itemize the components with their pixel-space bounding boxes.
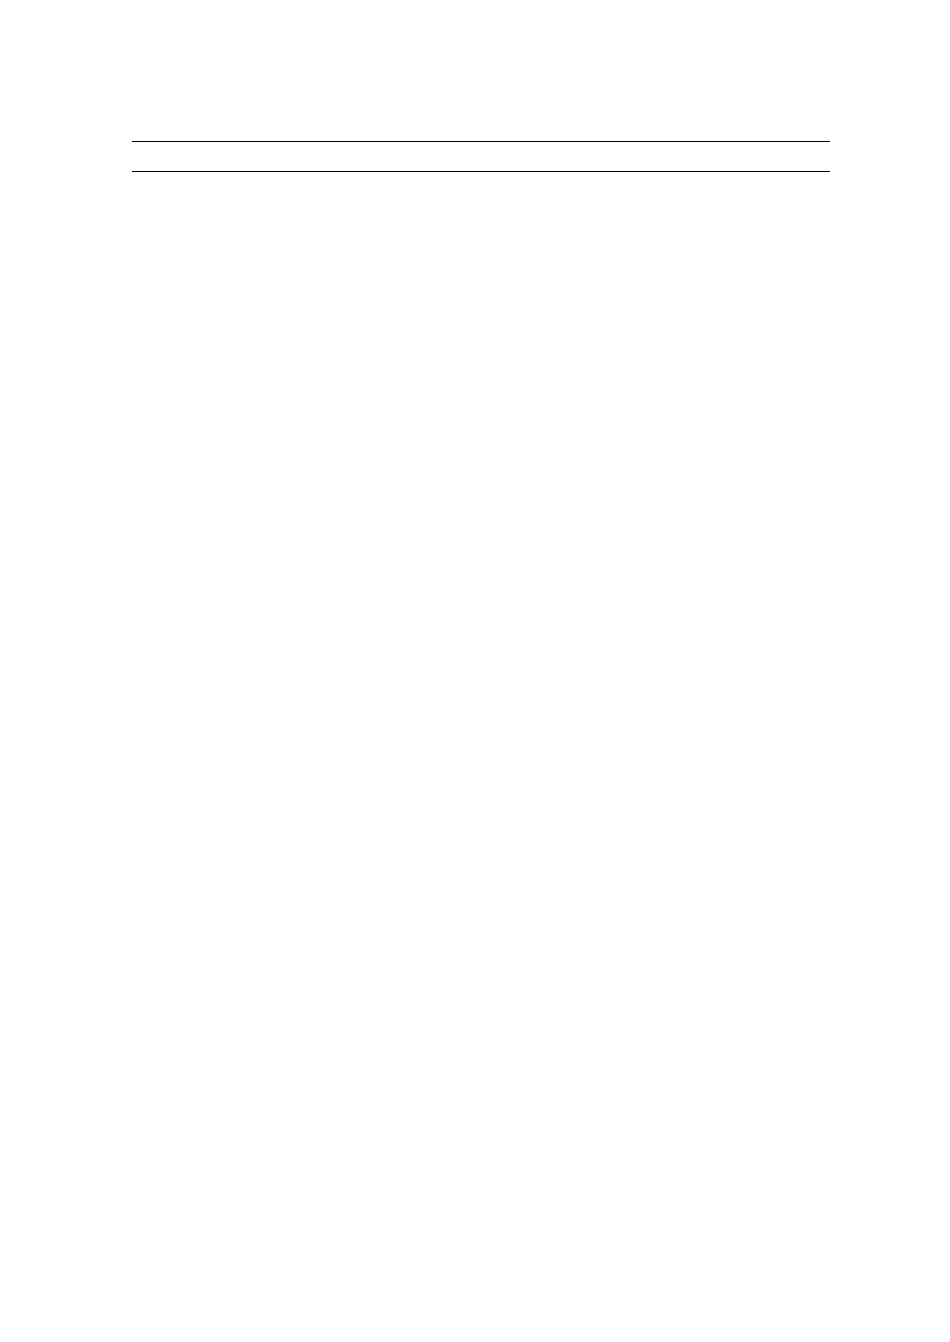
header-loudness [228, 142, 340, 172]
header-thrill [670, 142, 830, 172]
murmur-grade-table [132, 141, 830, 172]
section-5-heading [132, 172, 830, 201]
header-features [340, 142, 670, 172]
header-grade [132, 142, 228, 172]
document-page [132, 112, 830, 317]
p-wave-line-3 [132, 259, 830, 288]
p-wave-line-2 [132, 230, 830, 259]
pr-interval-line [132, 288, 830, 317]
table-header-row [132, 142, 830, 172]
table-caption [132, 112, 830, 141]
p-wave-line [132, 201, 830, 230]
